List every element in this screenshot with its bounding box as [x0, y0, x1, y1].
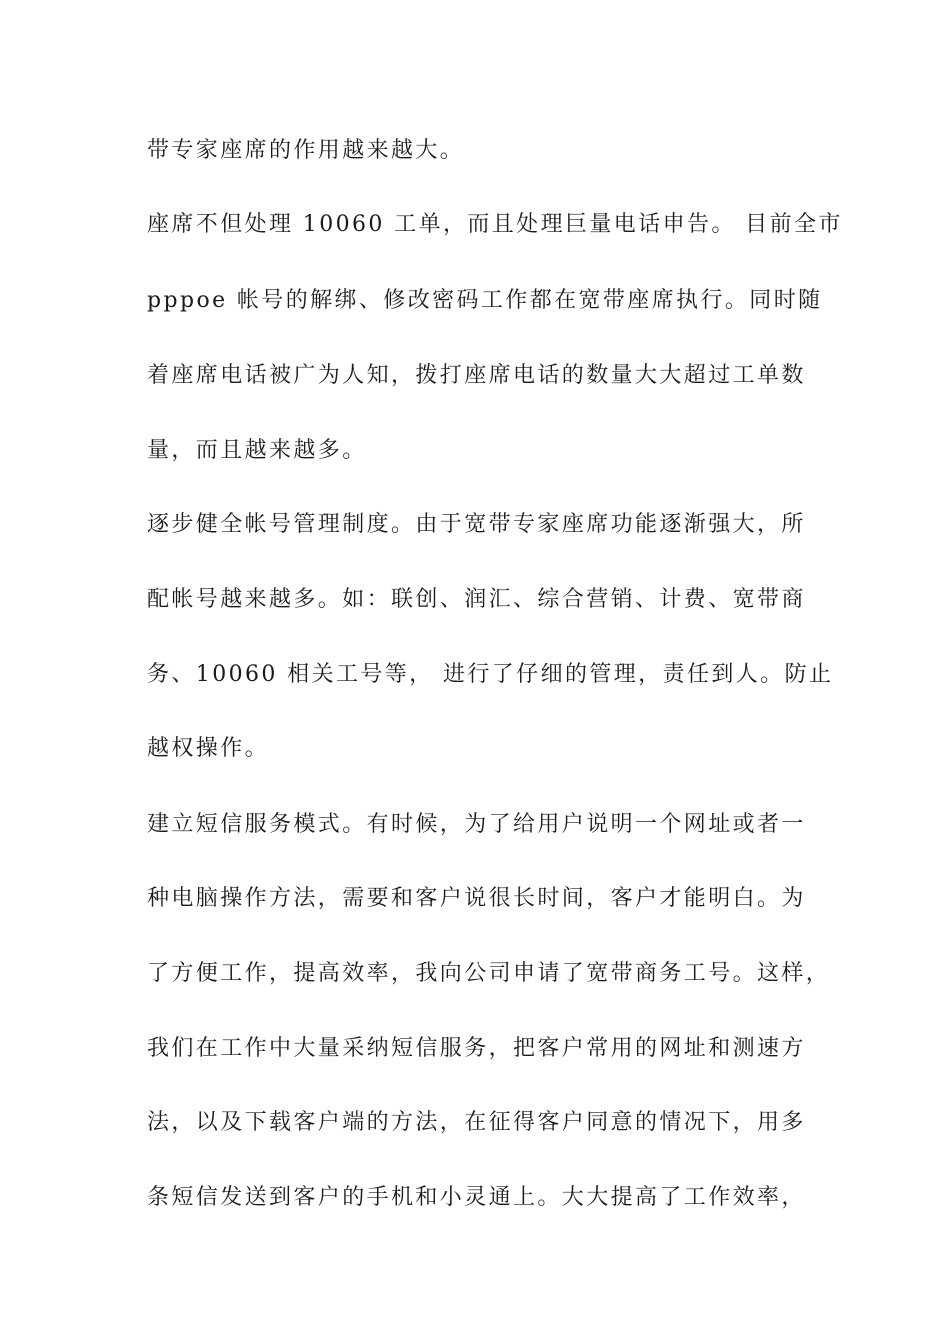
text-line: 条短信发送到客户的手机和小灵通上。大大提高了工作效率，: [147, 1185, 806, 1210]
text-line: 越权操作。: [147, 736, 270, 761]
text-line: 逐步健全帐号管理制度。由于宽带专家座席功能逐渐强大，所: [147, 512, 806, 537]
text-line: 种电脑操作方法，需要和客户说很长时间，客户才能明白。为: [147, 886, 806, 911]
text-line: pppoe 帐号的解绑、修改密码工作都在宽带座席执行。同时随: [147, 288, 823, 313]
text-line: 着座席电话被广为人知，拨打座席电话的数量大大超过工单数: [147, 363, 806, 388]
text-line: 座席不但处理 10060 工单，而且处理巨量电话申告。 目前全市: [147, 212, 843, 237]
text-line: 带专家座席的作用越来越大。: [147, 138, 465, 163]
text-line: 务、10060 相关工号等， 进行了仔细的管理，责任到人。防止: [147, 662, 834, 687]
text-line: 量，而且越来越多。: [147, 438, 367, 463]
text-line: 建立短信服务模式。有时候，为了给用户说明一个网址或者一: [147, 812, 806, 837]
text-line: 法，以及下载客户端的方法，在征得客户同意的情况下，用多: [147, 1110, 806, 1135]
text-line: 了方便工作，提高效率，我向公司申请了宽带商务工号。这样，: [147, 961, 831, 986]
text-line: 我们在工作中大量采纳短信服务，把客户常用的网址和测速方: [147, 1036, 806, 1061]
text-line: 配帐号越来越多。如：联创、润汇、综合营销、计费、宽带商: [147, 587, 806, 612]
